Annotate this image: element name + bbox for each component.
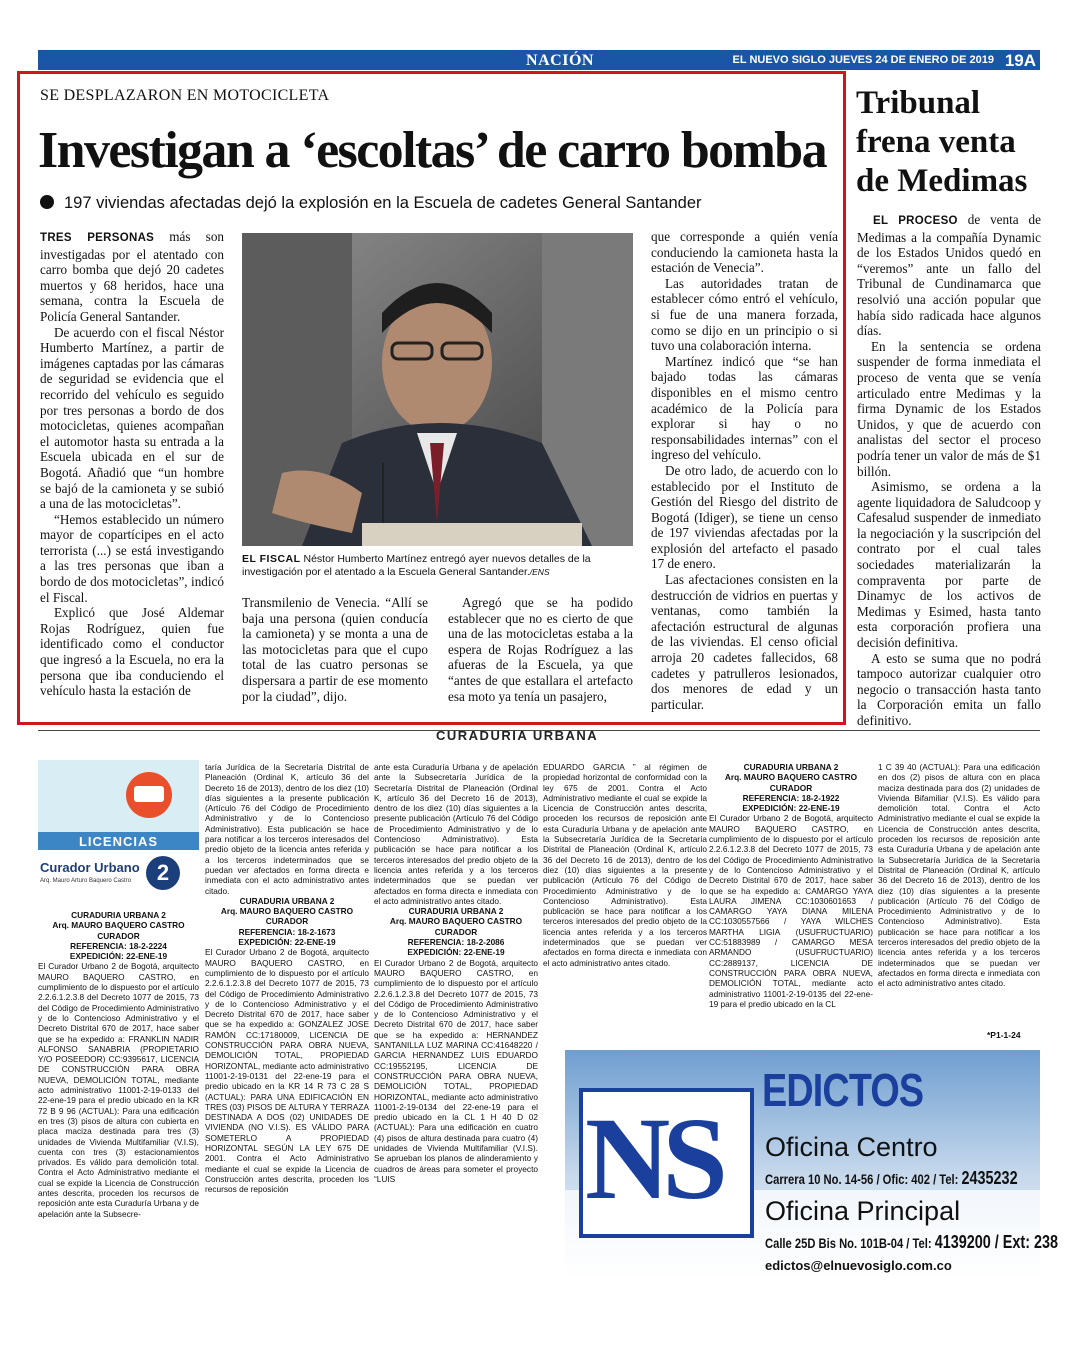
paper-date: EL NUEVO SIGLO JUEVES 24 DE ENERO DE 2019 (732, 54, 994, 66)
paragraph: Las autoridades tratan de establecer cómo entró el vehículo, si fue de una manera forzada, como se dijo en un principio o si tuvo una colaboración interna. (651, 275, 838, 354)
caption-text: Néstor Humberto Martínez entregó ayer nuevos detalles de la investigación por el atentado a la Escuela General Santander. (242, 553, 591, 578)
curaduria-title: CURADURIA URBANA (436, 728, 599, 743)
ad-title: EDICTOS (762, 1064, 924, 1116)
section-name: NACIÓN (526, 52, 594, 69)
phone-number: 4139200 (934, 1232, 991, 1252)
side-headline: Tribunal frena venta de Medimas (856, 85, 1028, 199)
address-text: Calle 25D Bis No. 101B-04 / Tel: (765, 1235, 935, 1251)
edicto-column-1 (38, 910, 199, 1219)
ad-email: edictos@elnuevosiglo.com.co (765, 1258, 952, 1273)
paragraph: Martínez indicó que “se han bajado todas las cámaras disponibles en el mismo centro académico de la Policía para explorar si hay o no responsabilidades internas” con el ingreso del vehículo. (651, 353, 838, 463)
curador-brand: Curador Urbano (40, 860, 140, 875)
lead-in: EL PROCESO (873, 215, 958, 227)
edicto-text: El Curador Urbano 2 de Bogotá, arquitecto MAURO BAQUERO CASTRO, en cumplimiento de lo dispuesto por el artículo 2.2.6.1.2.3.8 del Decreto 1077 de 2015, 73 del Código de Procedimiento Administrativo y de lo Contencioso Administrativo y el Decreto Distrital 670 de 2017, hace saber que se ha expedido a: HERNANDEZ SANTANILLA LUZ MARINA CC:41648220 / GARCIA HERNANDEZ LUIS EDUARDO CC:19552195, LICENCIA DE CONSTRUCCIÓN PARA OBRA NUEVA, DEMOLICIÓN TOTAL, PROPIEDAD HORIZONTAL, mediante acto administrativo 11001-2-19-0134 del 22-ene-19 para el predio ubicado en la CL 1 H 40 D 02 (ACTUAL): Para una edificación en cuatro (4) pisos de altura destinada para cuatro (4) unidades de Vivienda Multifamiliar (V.I.S). Se aprueban los planos de alinderamiento y cuadros de áreas para someter el proyecto “LUIS (374, 957, 538, 1184)
deck-text: 197 viviendas afectadas dejó la explosión en la Escuela de cadetes General Santander (64, 194, 702, 212)
article-column-1 (40, 229, 224, 699)
paragraph: De acuerdo con el fiscal Néstor Humberto Martínez, a partir de imágenes captadas por las cámaras de seguridad se evidencia que el recorrido del vehículo es seguido por tres personas a bordo de dos motocicletas, quienes acompañan el automotor hasta su entrada a la Escuela ubicada en el sur de Bogotá. Añadió que “un hombre se bajó de la camioneta y se subió a una de las motocicletas”. (40, 324, 224, 512)
side-article-body (857, 212, 1041, 729)
edicto-column-3 (374, 762, 538, 1184)
edicto-text: El Curador Urbano 2 de Bogotá, arquitecto MAURO BAQUERO CASTRO, en cumplimiento de lo dispuesto por el artículo 2.2.6.1.2.3.8 del Decreto 1077 de 2015, 73 del Código de Procedimiento Administrativo y de lo Contencioso Administrativo y el Decreto Distrital 670 de 2017, hace saber que se ha expedido a: GONZALEZ JOSE RAMÓN CC:17180009, LICENCIA DE CONSTRUCCIÓN PARA OBRA NUEVA, DEMOLICIÓN TOTAL, PROPIEDAD HORIZONTAL, mediante acto administrativo 11001-2-19-0131 del 22-ene-19 para el predio ubicado en la KR 14 R 73 C 28 S (ACTUAL): PARA UNA EDIFICACIÓN EN TRES (03) PISOS DE ALTURA Y TERRAZA DESTINADA A DOS (02) UNIDADES DE VIVIENDA (NO V.I.S). ES VÁLIDO PARA SOMETERLO A PROPIEDAD HORIZONTAL SEGÚN LA LEY 675 DE 2001. Contra el Acto Administrativo mediante el cual se expide la Licencia de Construcción antes descrita, proceden los recursos de reposición (205, 947, 369, 1195)
paragraph: Las afectaciones consisten en la destrucción de vidrios en puertas y ventanas, como también la afectación estructural de algunas de las viviendas. El censo oficial arroja 20 cadetes fallecidos, 68 cadetes y patrulleros lesionados, dos menores de edad y un particular. (651, 572, 838, 712)
phone-number: 2435232 (961, 1168, 1018, 1188)
article-column-3 (242, 595, 428, 704)
licencias-illustration (38, 760, 199, 832)
curador-number-badge: 2 (146, 856, 180, 890)
paragraph: En la sentencia se ordena suspender de forma inmediata el proceso de venta que se venía articulado entre Medimas y la firma Dynamic de los Estados Unidos, y que de acuerdo con analistas del sector el proceso podría tener un valor de más de $1 billón. (857, 338, 1041, 479)
edicto-column-4 (543, 762, 707, 968)
office-centro-label: Oficina Centro (765, 1132, 938, 1162)
paragraph: A esto se suma que no podrá tampoco autorizar cualquier otro negocio o transacción hasta tanto la Corporación emita un fallo definitivo. (857, 650, 1041, 728)
paragraph: Asimismo, se ordena a la agente liquidadora de Saludcoop y Cafesalud suspender de inmediato la negociación y la suscripción del contrato por el cual tales sociedades materializarán la compraventa por parte de Dinamyc de los activos de Medimas y Esimed, hasta tanto esta corporación profiera una decisión definitiva. (857, 479, 1041, 651)
curador-brand-sub: Arq. Mauro Arturo Baquero Castro (40, 878, 132, 884)
caption-credit: /ENS (529, 567, 550, 577)
edicto-heading: CURADURIA URBANA 2 Arq. MAURO BAQUERO CASTRO CURADOR REFERENCIA: 18-2-2224 EXPEDICIÓN: 22-ENE-19 (52, 910, 185, 962)
edicto-text: ante esta Curaduría Urbana y de apelación ante la Subsecretaría Jurídica de la Secretaría Distrital de Planeación (Ordinal K, artículo 36 del Decreto 16 de 2013), dentro de los diez (10) días siguientes a la presente publicación (Artículo 76 del Código de Procedimiento Administrativo y de lo Contencioso Administrativo). Esta publicación se hace para notificar a los terceros interesados del predio objeto de la licencia antes referida y a los terceros indeterminados que se puedan ver afectados en forma directa e inmediata con el acto administrativo antes citado. (374, 762, 538, 906)
edicto-column-5 (709, 762, 873, 1009)
paragraph: De otro lado, de acuerdo con lo establecido por el Instituto de Gestión del Riesgo del distrito de Bogotá (Idiger), se tiene un censo de 197 viviendas afectadas por la explosión del artefacto el pasado 17 de enero. (651, 462, 838, 572)
fiscal-photo (242, 233, 633, 546)
edicto-signature: *P1-1-24 (987, 1030, 1021, 1040)
paragraph: Explicó que José Aldemar Rojas Rodríguez, quien fue identificado como el conductor que ingresó a la Escuela, no era la persona que iba conduciendo el vehículo hasta la estación de (40, 605, 224, 699)
article-headline: Investigan a ‘escoltas’ de carro bomba (38, 122, 826, 179)
licencias-box (38, 760, 199, 910)
paragraph: más son investigadas por el atentado con carro bomba que dejó 20 cadetes muertos y 68 heridos, hace una semana, contra la Escuela de Policía General Santander. (40, 229, 224, 324)
lead-in: TRES PERSONAS (40, 232, 155, 244)
article-deck (40, 192, 840, 214)
article-kicker: SE DESPLAZARON EN MOTOCICLETA (40, 87, 330, 104)
address-text: Carrera 10 No. 14-56 / Ofic: 402 / Tel: (765, 1171, 962, 1187)
caption-label: EL FISCAL (242, 553, 301, 565)
licencias-label: LICENCIAS (38, 832, 199, 850)
article-column-4 (448, 595, 633, 704)
edicto-heading: CURADURIA URBANA 2 Arq. MAURO BAQUERO CASTRO CURADOR REFERENCIA: 18-2-1922 EXPEDICIÓN: 22-ENE-19 (724, 762, 858, 814)
edicto-text: taría Jurídica de la Secretaría Distrital de Planeación (Ordinal K, artículo 36 del Decreto 16 de 2013), dentro de los diez (10) días siguientes a la presente publicación (Artículo 76 del Código de Procedimiento Administrativo y de lo Contencioso Administrativo). Esta publicación se hace para notificar a los terceros interesados del predio objeto de la licencia antes referida y a los terceros indeterminados que se puedan ver afectados en forma directa e inmediata con el acto administrativo antes citado. (205, 762, 369, 896)
edicto-heading: CURADURIA URBANA 2 Arq. MAURO BAQUERO CASTRO CURADOR REFERENCIA: 18-2-2086 EXPEDICIÓN: 22-ENE-19 (389, 906, 523, 958)
office-centro-address (765, 1168, 1018, 1189)
paragraph: Transmilenio de Venecia. “Allí se baja una persona (quien conducía la camioneta) y se monta a una de las motocicletas para que el cupo total de las cuatro personas se dispersara a partir de ese momento por la ciudad”, dijo. (242, 595, 428, 704)
edicto-text: 1 C 39 40 (ACTUAL): Para una edificación en dos (2) pisos de altura con en placa maciza destinada para dos (2) unidades de Vivienda Bifamiliar (V.I.S). Es válido para demolición total. Contra el Acto Administrativo mediante el cual se expide la Licencia de Construcción antes descrita, proceden los recursos de reposición ante esta Curaduría Urbana y de apelación ante la Subsecretaría Jurídica de la Secretaría Distrital de Planeación (Ordinal K, artículo 36 del Decreto 16 de 2013), dentro de los diez (10) días siguientes a la presente publicación (Artículo 76 del Código de Procedimiento Administrativo y de lo Contencioso Administrativo). Esta publicación se hace para notificar a los terceros interesados del predio objeto de la licencia antes referida y a los terceros indeterminados que se puedan ver afectados en forma directa e inmediata con el acto administrativo antes citado. (878, 762, 1040, 989)
paragraph: Agregó que se ha podido establecer que no es cierto de que una de las motocicletas estaba a la espera de Rojas Rodríguez a las afueras de la Escuela, ya que “antes de que estallara el artefacto esa moto ya tenía un pasajero, (448, 595, 633, 704)
section-header-bar (38, 50, 1040, 70)
ns-logo: NS (585, 1093, 720, 1224)
photo-caption (242, 553, 633, 579)
photo-illustration (242, 233, 633, 546)
office-principal-address (765, 1232, 1058, 1253)
paragraph: de venta de Medimas a la compañía Dynamic de los Estados Unidos quedó en “veremos” ante un fallo del Tribunal de Cundinamarca que resolvió una acción popular que había sido radicada hace algunos días. (857, 212, 1041, 339)
office-principal-label: Oficina Principal (765, 1196, 961, 1226)
edicto-column-2 (205, 762, 369, 1194)
edicto-column-6 (878, 762, 1040, 989)
edicto-text: El Curador Urbano 2 de Bogotá, arquitecto MAURO BAQUERO CASTRO, en cumplimiento de lo dispuesto por el artículo 2.2.6.1.2.3.8 del Decreto 1077 de 2015, 73 del Código de Procedimiento Administrativo y de lo Contencioso Administrativo y el Decreto Distrital 670 de 2017, hace saber que se ha expedido a: CAMARGO YAYA LAURA JIMENA CC:1030601653 / CAMARGO YAYA DIANA MILENA CC:1030557566 / YAYA WILCHES MARTHA LIGIA (USUFRUCTUARIO) CC:51883989 / CAMARGO MESA ARMANDO (USUFRUCTUARIO) CC:2889137, LICENCIA DE CONSTRUCCIÓN PARA OBRA NUEVA, DEMOLICIÓN TOTAL, mediante acto administrativo 11001-2-19-0135 del 22-ene-19 para el predio ubicado en la CL (709, 813, 873, 1009)
extension: / Ext: 238 (990, 1232, 1059, 1252)
edicto-text: EDUARDO GARCIA ” al régimen de propiedad horizontal de conformidad con la ley 675 de 2001. Contra el Acto Administrativo mediante el cual se expide la Licencia de Construcción antes descrita, proceden los recursos de reposición ante esta Curaduría Urbana y de apelación ante la Subsecretaría Jurídica de la Secretaría Distrital de Planeación (Ordinal K, artículo 36 del Decreto 16 de 2013), dentro de los diez (10) días siguientes a la presente publicación (Artículo 76 del Código de Procedimiento Administrativo y de lo Contencioso Administrativo). Esta publicación se hace para notificar a los terceros interesados del predio objeto de la licencia antes referida y a los terceros indeterminados que se puedan ver afectados en forma directa e inmediata con el acto administrativo antes citado. (543, 762, 707, 968)
edicto-text: El Curador Urbano 2 de Bogotá, arquitecto MAURO BAQUERO CASTRO, en cumplimiento de lo dispuesto por el artículo 2.2.6.1.2.3.8 del Decreto 1077 de 2015, 73 del Código de Procedimiento Administrativo y de lo Contencioso Administrativo y el Decreto Distrital 670 de 2017, hace saber que se ha expedido a: FRANKLIN NADIR ALFONSO SANABRIA (PROPIETARIO Y/O POSEEDOR) CC:9395617, LICENCIA DE CONSTRUCCIÓN PARA OBRA NUEVA, DEMOLICIÓN TOTAL, mediante acto administrativo 11001-2-19-0133 del 22-ene-19 para el predio ubicado en la KR 72 B 9 96 (ACTUAL): Para una edificación en tres (3) pisos de altura con cubierta en placa maciza destinada para tres (3) unidades de Vivienda Multifamiliar (V.I.S), cuenta con tres (3) estacionamientos privados. Es válido para demolición total. Contra el Acto Administrativo mediante el cual se expide la Licencia de Construcción antes descrita, proceden los recursos de reposición ante esta Curaduría Urbana y de apelación ante la Subsecre- (38, 961, 199, 1219)
edictos-ad (565, 1050, 1059, 1280)
page-number: 19A (1004, 51, 1036, 70)
paragraph: “Hemos establecido un número mayor de copartícipes en el acto terrorista (...) se está investigando a las tres personas que iban a bordo de dos motocicletas”, indicó el Fiscal. (40, 511, 224, 605)
paragraph: que corresponde a quién venía conduciendo la camioneta hasta la estación de Venecia”. (651, 229, 838, 276)
edicto-heading: CURADURIA URBANA 2 Arq. MAURO BAQUERO CASTRO CURADOR REFERENCIA: 18-2-1673 EXPEDICIÓN: 22-ENE-19 (220, 895, 354, 948)
article-column-5 (651, 229, 838, 712)
bullet-icon (40, 195, 54, 209)
truck-icon (134, 786, 164, 802)
